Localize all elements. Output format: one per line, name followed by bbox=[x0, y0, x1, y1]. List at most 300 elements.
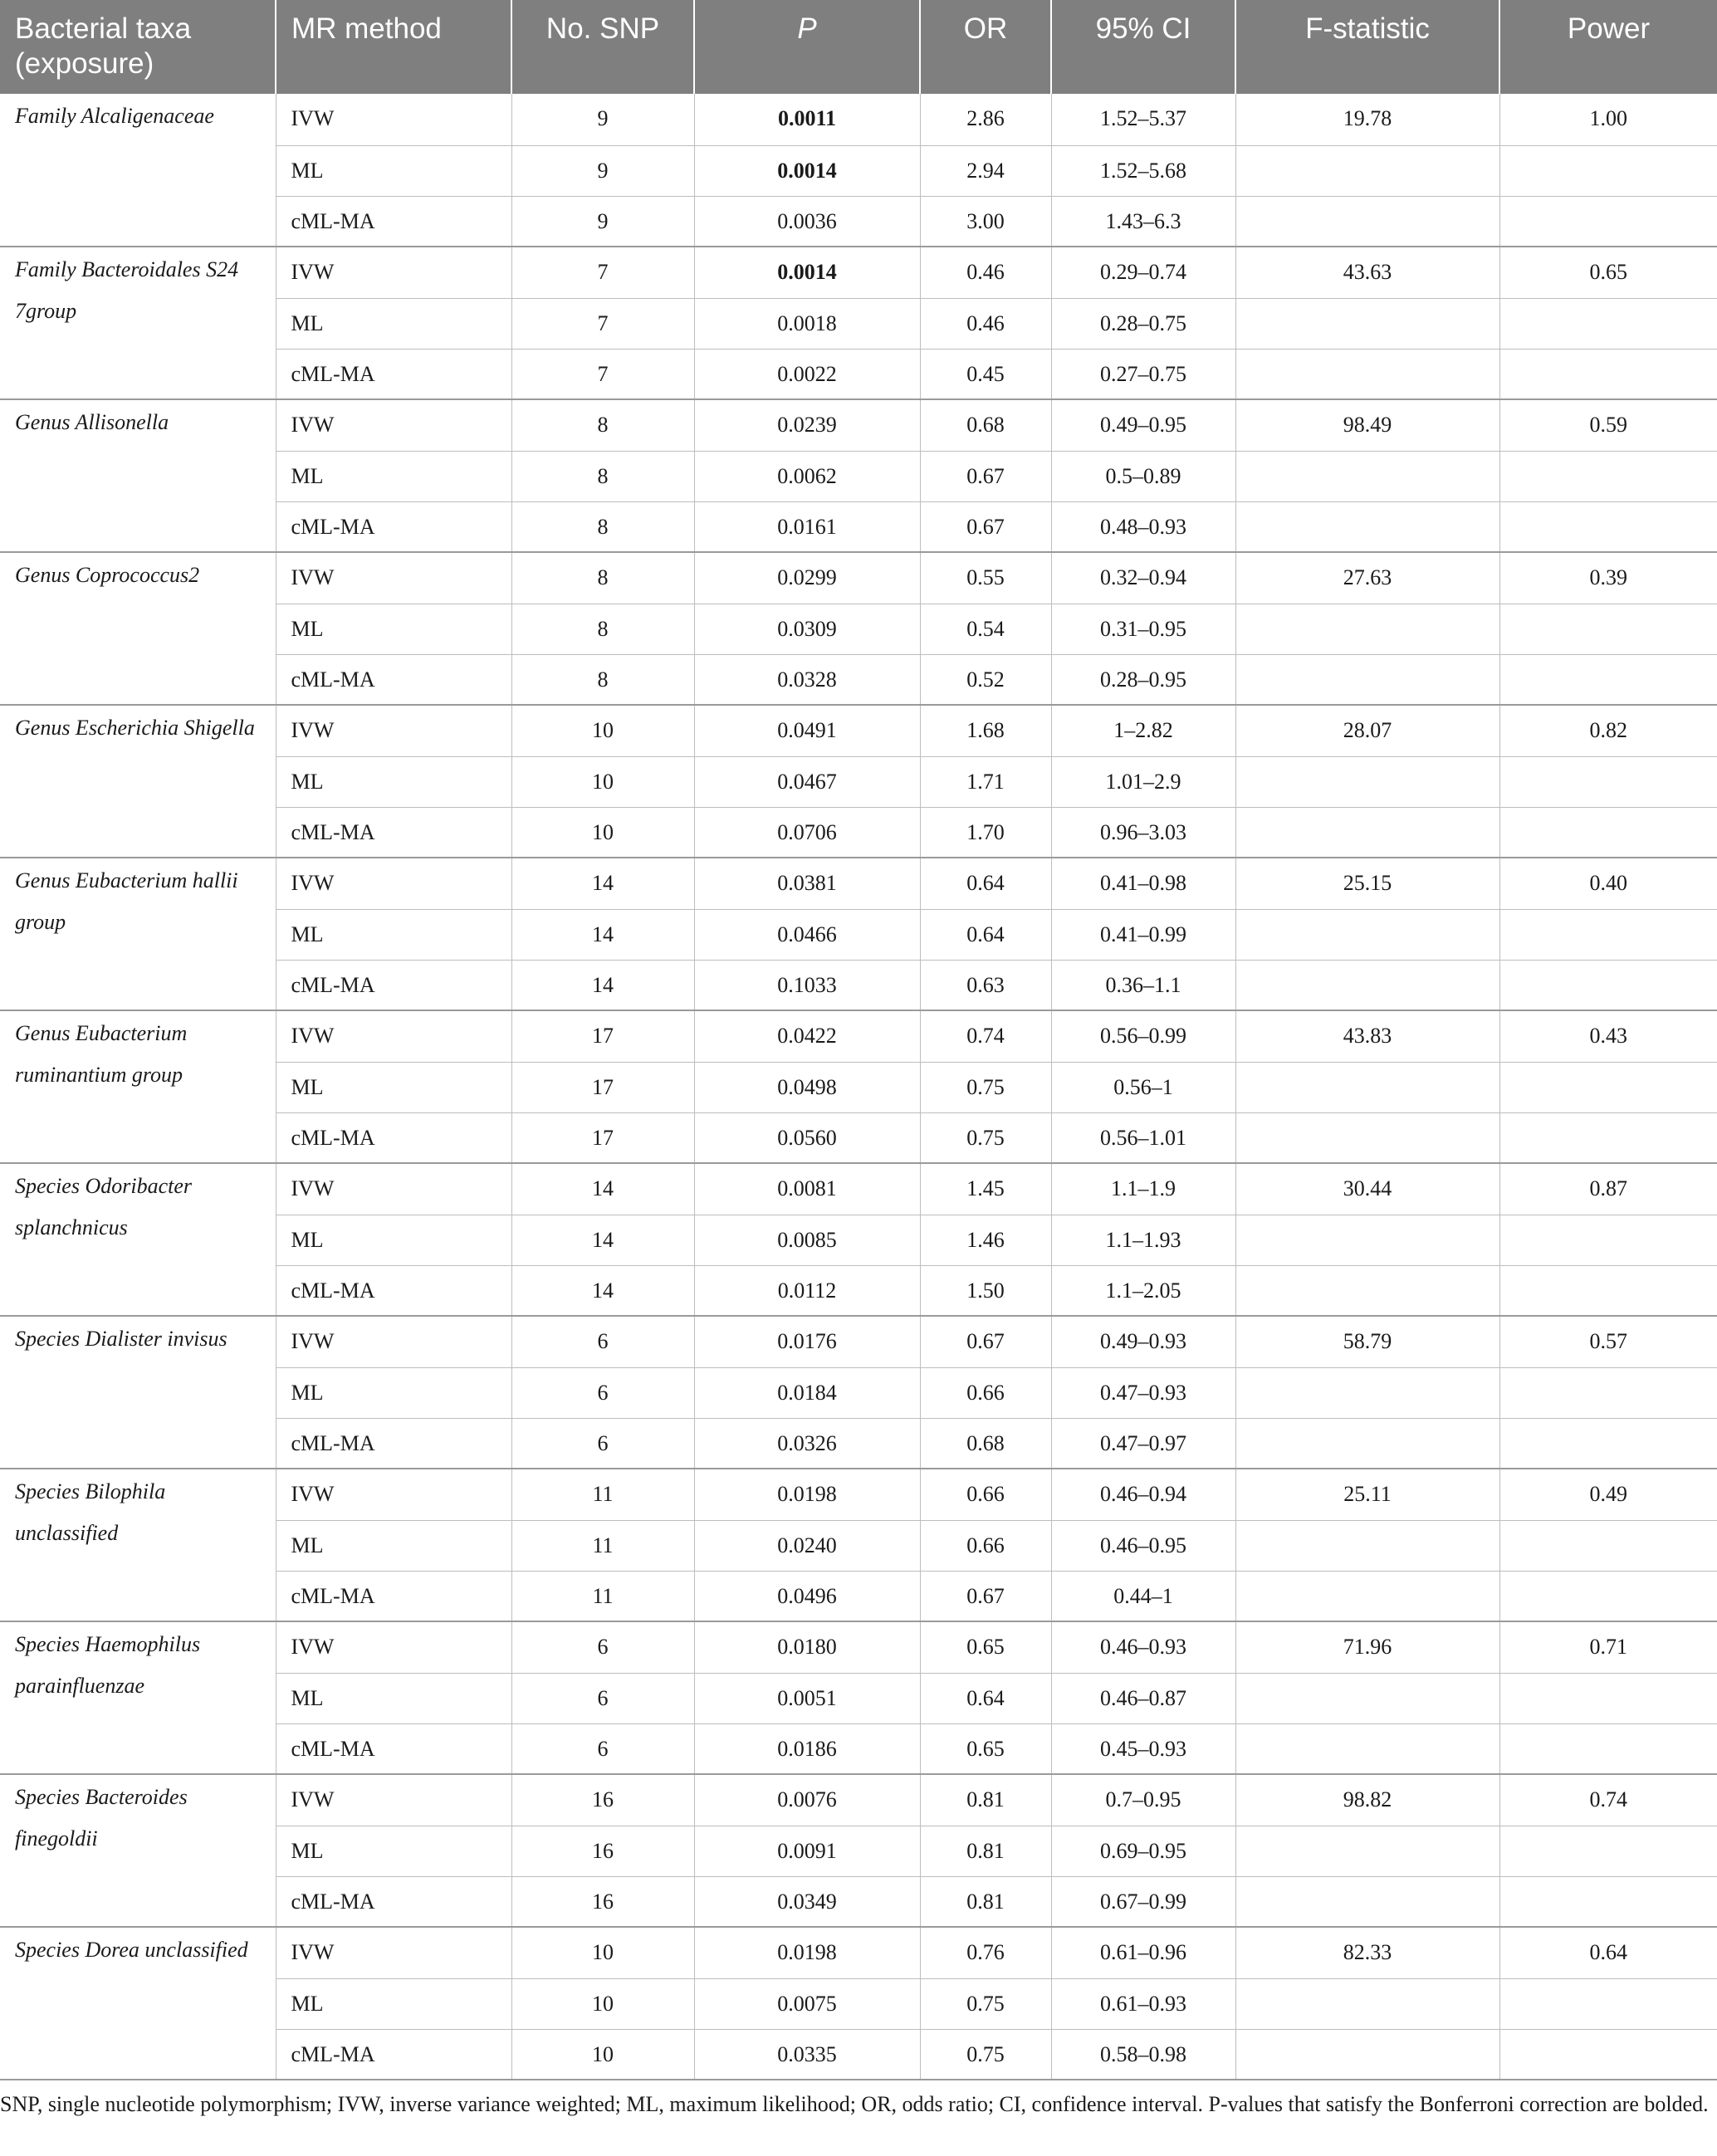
cell-or: 0.81 bbox=[920, 1826, 1051, 1876]
cell-f-statistic bbox=[1235, 1215, 1499, 1265]
cell-power bbox=[1499, 756, 1717, 807]
cell-bacterial-taxa: Species Dorea unclassified bbox=[0, 1927, 276, 2080]
table-row bbox=[0, 1927, 1717, 1978]
cell-p-value: 0.0309 bbox=[694, 604, 920, 654]
header-or: OR bbox=[920, 0, 1051, 94]
cell-or: 2.94 bbox=[920, 145, 1051, 196]
cell-power bbox=[1499, 501, 1717, 552]
cell-bacterial-taxa: Family Alcaligenaceae bbox=[0, 94, 276, 247]
cell-f-statistic: 25.11 bbox=[1235, 1469, 1499, 1520]
cell-power: 0.82 bbox=[1499, 705, 1717, 756]
cell-no-snp: 10 bbox=[511, 2029, 694, 2080]
cell-f-statistic bbox=[1235, 298, 1499, 349]
cell-no-snp: 10 bbox=[511, 1978, 694, 2029]
cell-bacterial-taxa: Genus Coprococcus2 bbox=[0, 552, 276, 705]
table-row bbox=[0, 1469, 1717, 1520]
cell-95-ci: 0.46–0.94 bbox=[1051, 1469, 1235, 1520]
cell-f-statistic bbox=[1235, 451, 1499, 501]
cell-or: 0.63 bbox=[920, 960, 1051, 1010]
cell-or: 0.66 bbox=[920, 1367, 1051, 1418]
cell-power bbox=[1499, 1112, 1717, 1163]
cell-bacterial-taxa: Genus Eubacterium hallii group bbox=[0, 858, 276, 1010]
cell-no-snp: 8 bbox=[511, 501, 694, 552]
cell-no-snp: 14 bbox=[511, 960, 694, 1010]
cell-95-ci: 0.36–1.1 bbox=[1051, 960, 1235, 1010]
cell-or: 0.67 bbox=[920, 451, 1051, 501]
cell-power: 1.00 bbox=[1499, 94, 1717, 145]
cell-power bbox=[1499, 2029, 1717, 2080]
cell-bacterial-taxa: Genus Eubacterium ruminantium group bbox=[0, 1010, 276, 1163]
cell-mr-method: ML bbox=[276, 1520, 511, 1571]
cell-p-value: 0.0036 bbox=[694, 196, 920, 247]
cell-or: 0.81 bbox=[920, 1876, 1051, 1927]
cell-or: 0.68 bbox=[920, 1418, 1051, 1469]
cell-no-snp: 10 bbox=[511, 807, 694, 858]
cell-power bbox=[1499, 1265, 1717, 1316]
cell-no-snp: 16 bbox=[511, 1774, 694, 1826]
cell-95-ci: 0.56–1 bbox=[1051, 1062, 1235, 1112]
cell-mr-method: ML bbox=[276, 1826, 511, 1876]
cell-or: 0.46 bbox=[920, 298, 1051, 349]
table-footnote: SNP, single nucleotide polymorphism; IVW, inverse variance weighted; ML, maximum likelihood; OR, odds ratio; CI, confidence interval. P-values that satisfy the Bonferroni correction are bolded. bbox=[0, 2092, 1709, 2116]
cell-95-ci: 0.56–0.99 bbox=[1051, 1010, 1235, 1062]
cell-or: 0.67 bbox=[920, 501, 1051, 552]
cell-mr-method: ML bbox=[276, 1215, 511, 1265]
cell-power bbox=[1499, 196, 1717, 247]
cell-f-statistic bbox=[1235, 501, 1499, 552]
cell-power bbox=[1499, 1876, 1717, 1927]
cell-mr-method: IVW bbox=[276, 858, 511, 909]
cell-or: 0.67 bbox=[920, 1571, 1051, 1621]
cell-or: 1.70 bbox=[920, 807, 1051, 858]
cell-p-value: 0.0198 bbox=[694, 1469, 920, 1520]
cell-or: 0.54 bbox=[920, 604, 1051, 654]
cell-or: 1.71 bbox=[920, 756, 1051, 807]
cell-or: 0.75 bbox=[920, 1112, 1051, 1163]
cell-mr-method: cML-MA bbox=[276, 501, 511, 552]
cell-or: 0.67 bbox=[920, 1316, 1051, 1367]
cell-95-ci: 0.46–0.93 bbox=[1051, 1621, 1235, 1673]
cell-p-value: 0.1033 bbox=[694, 960, 920, 1010]
cell-p-value: 0.0349 bbox=[694, 1876, 920, 1927]
cell-power: 0.39 bbox=[1499, 552, 1717, 604]
cell-f-statistic: 82.33 bbox=[1235, 1927, 1499, 1978]
cell-mr-method: cML-MA bbox=[276, 196, 511, 247]
cell-95-ci: 0.47–0.97 bbox=[1051, 1418, 1235, 1469]
cell-95-ci: 0.56–1.01 bbox=[1051, 1112, 1235, 1163]
cell-p-value: 0.0091 bbox=[694, 1826, 920, 1876]
cell-p-value: 0.0085 bbox=[694, 1215, 920, 1265]
cell-f-statistic: 43.83 bbox=[1235, 1010, 1499, 1062]
cell-no-snp: 17 bbox=[511, 1062, 694, 1112]
cell-bacterial-taxa: Genus Escherichia Shigella bbox=[0, 705, 276, 858]
cell-power bbox=[1499, 1520, 1717, 1571]
cell-no-snp: 11 bbox=[511, 1469, 694, 1520]
cell-p-value: 0.0022 bbox=[694, 349, 920, 399]
cell-power bbox=[1499, 1571, 1717, 1621]
cell-p-value: 0.0498 bbox=[694, 1062, 920, 1112]
cell-mr-method: cML-MA bbox=[276, 654, 511, 705]
cell-95-ci: 0.27–0.75 bbox=[1051, 349, 1235, 399]
cell-no-snp: 8 bbox=[511, 654, 694, 705]
cell-mr-method: ML bbox=[276, 1978, 511, 2029]
cell-or: 0.64 bbox=[920, 1673, 1051, 1723]
cell-95-ci: 0.44–1 bbox=[1051, 1571, 1235, 1621]
cell-or: 0.81 bbox=[920, 1774, 1051, 1826]
cell-power bbox=[1499, 807, 1717, 858]
cell-95-ci: 1.1–2.05 bbox=[1051, 1265, 1235, 1316]
cell-power: 0.64 bbox=[1499, 1927, 1717, 1978]
cell-95-ci: 0.47–0.93 bbox=[1051, 1367, 1235, 1418]
cell-no-snp: 6 bbox=[511, 1673, 694, 1723]
cell-p-value: 0.0466 bbox=[694, 909, 920, 960]
cell-95-ci: 1–2.82 bbox=[1051, 705, 1235, 756]
cell-p-value: 0.0239 bbox=[694, 399, 920, 451]
cell-mr-method: cML-MA bbox=[276, 349, 511, 399]
cell-mr-method: IVW bbox=[276, 1316, 511, 1367]
cell-or: 0.75 bbox=[920, 1978, 1051, 2029]
cell-f-statistic bbox=[1235, 1978, 1499, 2029]
cell-95-ci: 0.28–0.95 bbox=[1051, 654, 1235, 705]
cell-mr-method: ML bbox=[276, 1673, 511, 1723]
table-row bbox=[0, 1316, 1717, 1367]
cell-p-value: 0.0491 bbox=[694, 705, 920, 756]
table-row bbox=[0, 858, 1717, 909]
cell-no-snp: 6 bbox=[511, 1723, 694, 1774]
cell-no-snp: 6 bbox=[511, 1418, 694, 1469]
cell-or: 0.52 bbox=[920, 654, 1051, 705]
cell-95-ci: 1.1–1.9 bbox=[1051, 1163, 1235, 1215]
cell-no-snp: 14 bbox=[511, 858, 694, 909]
cell-power bbox=[1499, 451, 1717, 501]
cell-p-value: 0.0176 bbox=[694, 1316, 920, 1367]
cell-95-ci: 1.1–1.93 bbox=[1051, 1215, 1235, 1265]
cell-no-snp: 8 bbox=[511, 399, 694, 451]
cell-f-statistic: 28.07 bbox=[1235, 705, 1499, 756]
cell-power: 0.74 bbox=[1499, 1774, 1717, 1826]
cell-p-value: 0.0198 bbox=[694, 1927, 920, 1978]
cell-no-snp: 6 bbox=[511, 1367, 694, 1418]
cell-power bbox=[1499, 909, 1717, 960]
cell-or: 0.74 bbox=[920, 1010, 1051, 1062]
cell-no-snp: 7 bbox=[511, 298, 694, 349]
cell-mr-method: cML-MA bbox=[276, 1265, 511, 1316]
cell-95-ci: 0.41–0.99 bbox=[1051, 909, 1235, 960]
cell-95-ci: 0.46–0.87 bbox=[1051, 1673, 1235, 1723]
cell-no-snp: 16 bbox=[511, 1876, 694, 1927]
cell-f-statistic bbox=[1235, 2029, 1499, 2080]
cell-95-ci: 0.49–0.95 bbox=[1051, 399, 1235, 451]
table-row bbox=[0, 247, 1717, 298]
cell-no-snp: 14 bbox=[511, 1215, 694, 1265]
cell-bacterial-taxa: Species Haemophilus parainfluenzae bbox=[0, 1621, 276, 1774]
cell-or: 0.75 bbox=[920, 1062, 1051, 1112]
cell-95-ci: 0.31–0.95 bbox=[1051, 604, 1235, 654]
cell-no-snp: 14 bbox=[511, 909, 694, 960]
cell-f-statistic bbox=[1235, 604, 1499, 654]
cell-95-ci: 0.7–0.95 bbox=[1051, 1774, 1235, 1826]
cell-no-snp: 14 bbox=[511, 1265, 694, 1316]
cell-f-statistic: 19.78 bbox=[1235, 94, 1499, 145]
cell-f-statistic bbox=[1235, 960, 1499, 1010]
cell-bacterial-taxa: Family Bacteroidales S24 7group bbox=[0, 247, 276, 399]
cell-mr-method: ML bbox=[276, 145, 511, 196]
cell-p-value: 0.0467 bbox=[694, 756, 920, 807]
cell-mr-method: IVW bbox=[276, 1621, 511, 1673]
cell-f-statistic bbox=[1235, 1520, 1499, 1571]
cell-f-statistic bbox=[1235, 145, 1499, 196]
cell-p-value: 0.0335 bbox=[694, 2029, 920, 2080]
cell-95-ci: 1.52–5.37 bbox=[1051, 94, 1235, 145]
cell-power bbox=[1499, 298, 1717, 349]
cell-f-statistic: 27.63 bbox=[1235, 552, 1499, 604]
cell-no-snp: 10 bbox=[511, 756, 694, 807]
cell-f-statistic bbox=[1235, 1265, 1499, 1316]
cell-mr-method: ML bbox=[276, 909, 511, 960]
cell-f-statistic bbox=[1235, 1876, 1499, 1927]
cell-power: 0.71 bbox=[1499, 1621, 1717, 1673]
cell-95-ci: 0.69–0.95 bbox=[1051, 1826, 1235, 1876]
cell-no-snp: 7 bbox=[511, 247, 694, 298]
cell-power bbox=[1499, 1418, 1717, 1469]
cell-f-statistic bbox=[1235, 1062, 1499, 1112]
cell-power bbox=[1499, 1826, 1717, 1876]
cell-no-snp: 14 bbox=[511, 1163, 694, 1215]
cell-95-ci: 0.58–0.98 bbox=[1051, 2029, 1235, 2080]
cell-p-value: 0.0496 bbox=[694, 1571, 920, 1621]
cell-95-ci: 1.43–6.3 bbox=[1051, 196, 1235, 247]
cell-power: 0.65 bbox=[1499, 247, 1717, 298]
cell-bacterial-taxa: Species Odoribacter splanchnicus bbox=[0, 1163, 276, 1316]
cell-power: 0.87 bbox=[1499, 1163, 1717, 1215]
cell-f-statistic: 58.79 bbox=[1235, 1316, 1499, 1367]
cell-95-ci: 0.49–0.93 bbox=[1051, 1316, 1235, 1367]
cell-p-value: 0.0186 bbox=[694, 1723, 920, 1774]
table-row bbox=[0, 1010, 1717, 1062]
cell-mr-method: cML-MA bbox=[276, 1723, 511, 1774]
cell-mr-method: ML bbox=[276, 298, 511, 349]
cell-f-statistic: 43.63 bbox=[1235, 247, 1499, 298]
cell-f-statistic bbox=[1235, 654, 1499, 705]
cell-bacterial-taxa: Species Bilophila unclassified bbox=[0, 1469, 276, 1621]
cell-power bbox=[1499, 654, 1717, 705]
header-mr-method: MR method bbox=[276, 0, 511, 94]
header-bacterial-taxa: Bacterial taxa (exposure) bbox=[0, 0, 276, 94]
cell-mr-method: IVW bbox=[276, 552, 511, 604]
cell-mr-method: IVW bbox=[276, 247, 511, 298]
cell-mr-method: IVW bbox=[276, 1163, 511, 1215]
cell-no-snp: 6 bbox=[511, 1316, 694, 1367]
cell-power bbox=[1499, 1978, 1717, 2029]
cell-f-statistic bbox=[1235, 1673, 1499, 1723]
table-body bbox=[0, 94, 1717, 2080]
cell-mr-method: cML-MA bbox=[276, 1112, 511, 1163]
cell-p-value: 0.0161 bbox=[694, 501, 920, 552]
cell-power: 0.59 bbox=[1499, 399, 1717, 451]
header-power: Power bbox=[1499, 0, 1717, 94]
cell-mr-method: ML bbox=[276, 604, 511, 654]
cell-or: 0.66 bbox=[920, 1469, 1051, 1520]
cell-95-ci: 0.29–0.74 bbox=[1051, 247, 1235, 298]
cell-f-statistic bbox=[1235, 1571, 1499, 1621]
cell-or: 2.86 bbox=[920, 94, 1051, 145]
table-row bbox=[0, 94, 1717, 145]
table-row bbox=[0, 552, 1717, 604]
header-95-ci: 95% CI bbox=[1051, 0, 1235, 94]
cell-no-snp: 11 bbox=[511, 1520, 694, 1571]
cell-mr-method: cML-MA bbox=[276, 807, 511, 858]
cell-95-ci: 0.96–3.03 bbox=[1051, 807, 1235, 858]
cell-p-value: 0.0112 bbox=[694, 1265, 920, 1316]
cell-or: 0.64 bbox=[920, 858, 1051, 909]
cell-95-ci: 0.46–0.95 bbox=[1051, 1520, 1235, 1571]
cell-95-ci: 0.45–0.93 bbox=[1051, 1723, 1235, 1774]
cell-power bbox=[1499, 1367, 1717, 1418]
cell-no-snp: 9 bbox=[511, 94, 694, 145]
cell-mr-method: IVW bbox=[276, 1774, 511, 1826]
cell-no-snp: 17 bbox=[511, 1112, 694, 1163]
cell-95-ci: 1.01–2.9 bbox=[1051, 756, 1235, 807]
cell-mr-method: IVW bbox=[276, 1927, 511, 1978]
cell-or: 0.55 bbox=[920, 552, 1051, 604]
cell-p-value: 0.0051 bbox=[694, 1673, 920, 1723]
cell-f-statistic bbox=[1235, 1826, 1499, 1876]
cell-f-statistic: 98.49 bbox=[1235, 399, 1499, 451]
cell-power bbox=[1499, 1723, 1717, 1774]
cell-power bbox=[1499, 1215, 1717, 1265]
cell-mr-method: IVW bbox=[276, 399, 511, 451]
cell-power: 0.49 bbox=[1499, 1469, 1717, 1520]
cell-no-snp: 9 bbox=[511, 145, 694, 196]
cell-or: 0.68 bbox=[920, 399, 1051, 451]
cell-p-value: 0.0014 bbox=[694, 145, 920, 196]
cell-power: 0.40 bbox=[1499, 858, 1717, 909]
table-row bbox=[0, 399, 1717, 451]
cell-mr-method: ML bbox=[276, 756, 511, 807]
cell-p-value: 0.0326 bbox=[694, 1418, 920, 1469]
cell-or: 0.65 bbox=[920, 1723, 1051, 1774]
cell-or: 1.45 bbox=[920, 1163, 1051, 1215]
cell-power bbox=[1499, 1062, 1717, 1112]
cell-or: 1.68 bbox=[920, 705, 1051, 756]
cell-mr-method: IVW bbox=[276, 705, 511, 756]
cell-p-value: 0.0081 bbox=[694, 1163, 920, 1215]
cell-95-ci: 0.61–0.93 bbox=[1051, 1978, 1235, 2029]
cell-or: 0.75 bbox=[920, 2029, 1051, 2080]
cell-power bbox=[1499, 960, 1717, 1010]
cell-p-value: 0.0014 bbox=[694, 247, 920, 298]
cell-p-value: 0.0560 bbox=[694, 1112, 920, 1163]
cell-f-statistic: 98.82 bbox=[1235, 1774, 1499, 1826]
cell-p-value: 0.0075 bbox=[694, 1978, 920, 2029]
cell-no-snp: 7 bbox=[511, 349, 694, 399]
cell-95-ci: 0.5–0.89 bbox=[1051, 451, 1235, 501]
cell-or: 0.66 bbox=[920, 1520, 1051, 1571]
cell-f-statistic bbox=[1235, 349, 1499, 399]
cell-power bbox=[1499, 604, 1717, 654]
cell-95-ci: 0.32–0.94 bbox=[1051, 552, 1235, 604]
cell-or: 0.46 bbox=[920, 247, 1051, 298]
cell-no-snp: 8 bbox=[511, 451, 694, 501]
cell-f-statistic bbox=[1235, 1723, 1499, 1774]
cell-power: 0.57 bbox=[1499, 1316, 1717, 1367]
cell-f-statistic bbox=[1235, 196, 1499, 247]
cell-no-snp: 8 bbox=[511, 552, 694, 604]
cell-f-statistic bbox=[1235, 909, 1499, 960]
header-f-statistic: F-statistic bbox=[1235, 0, 1499, 94]
cell-f-statistic: 25.15 bbox=[1235, 858, 1499, 909]
cell-power bbox=[1499, 1673, 1717, 1723]
cell-f-statistic: 71.96 bbox=[1235, 1621, 1499, 1673]
cell-or: 1.46 bbox=[920, 1215, 1051, 1265]
cell-or: 3.00 bbox=[920, 196, 1051, 247]
cell-mr-method: ML bbox=[276, 451, 511, 501]
cell-p-value: 0.0328 bbox=[694, 654, 920, 705]
table-row bbox=[0, 1774, 1717, 1826]
cell-mr-method: IVW bbox=[276, 1010, 511, 1062]
cell-no-snp: 8 bbox=[511, 604, 694, 654]
cell-p-value: 0.0011 bbox=[694, 94, 920, 145]
cell-no-snp: 10 bbox=[511, 705, 694, 756]
cell-mr-method: ML bbox=[276, 1367, 511, 1418]
cell-mr-method: cML-MA bbox=[276, 1876, 511, 1927]
cell-no-snp: 10 bbox=[511, 1927, 694, 1978]
cell-p-value: 0.0018 bbox=[694, 298, 920, 349]
table-row bbox=[0, 1163, 1717, 1215]
cell-no-snp: 11 bbox=[511, 1571, 694, 1621]
cell-95-ci: 1.52–5.68 bbox=[1051, 145, 1235, 196]
cell-no-snp: 6 bbox=[511, 1621, 694, 1673]
cell-no-snp: 9 bbox=[511, 196, 694, 247]
cell-mr-method: cML-MA bbox=[276, 960, 511, 1010]
table-row bbox=[0, 1621, 1717, 1673]
cell-mr-method: cML-MA bbox=[276, 2029, 511, 2080]
cell-f-statistic bbox=[1235, 756, 1499, 807]
cell-p-value: 0.0180 bbox=[694, 1621, 920, 1673]
cell-p-value: 0.0062 bbox=[694, 451, 920, 501]
cell-f-statistic bbox=[1235, 1112, 1499, 1163]
header-no-snp: No. SNP bbox=[511, 0, 694, 94]
cell-power: 0.43 bbox=[1499, 1010, 1717, 1062]
table-row bbox=[0, 705, 1717, 756]
cell-no-snp: 16 bbox=[511, 1826, 694, 1876]
cell-or: 0.45 bbox=[920, 349, 1051, 399]
cell-95-ci: 0.28–0.75 bbox=[1051, 298, 1235, 349]
cell-or: 1.50 bbox=[920, 1265, 1051, 1316]
cell-p-value: 0.0381 bbox=[694, 858, 920, 909]
cell-mr-method: IVW bbox=[276, 94, 511, 145]
cell-power bbox=[1499, 145, 1717, 196]
cell-no-snp: 17 bbox=[511, 1010, 694, 1062]
cell-p-value: 0.0240 bbox=[694, 1520, 920, 1571]
cell-95-ci: 0.48–0.93 bbox=[1051, 501, 1235, 552]
cell-or: 0.64 bbox=[920, 909, 1051, 960]
cell-f-statistic bbox=[1235, 1418, 1499, 1469]
cell-f-statistic bbox=[1235, 807, 1499, 858]
cell-or: 0.65 bbox=[920, 1621, 1051, 1673]
header-row bbox=[0, 0, 1717, 94]
cell-mr-method: ML bbox=[276, 1062, 511, 1112]
cell-mr-method: IVW bbox=[276, 1469, 511, 1520]
header-p: P bbox=[694, 0, 920, 94]
cell-95-ci: 0.41–0.98 bbox=[1051, 858, 1235, 909]
cell-p-value: 0.0076 bbox=[694, 1774, 920, 1826]
cell-f-statistic bbox=[1235, 1367, 1499, 1418]
cell-mr-method: cML-MA bbox=[276, 1571, 511, 1621]
cell-bacterial-taxa: Genus Allisonella bbox=[0, 399, 276, 552]
cell-power bbox=[1499, 349, 1717, 399]
cell-p-value: 0.0706 bbox=[694, 807, 920, 858]
